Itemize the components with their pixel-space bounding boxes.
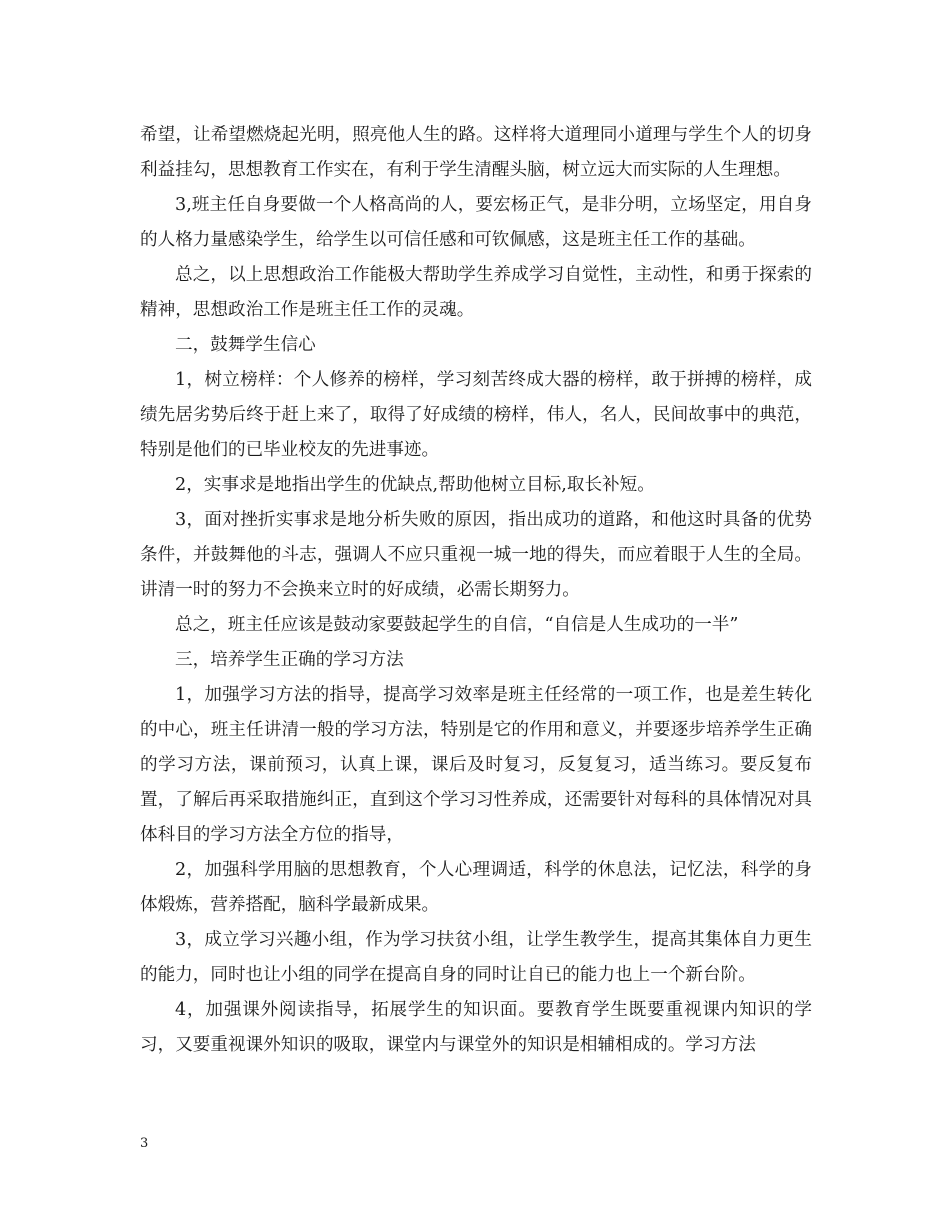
paragraph: 1，树立榜样：个人修养的榜样，学习刻苦终成大器的榜样，敢于拼搏的榜样，成绩先居劣势后终于赶上来了，取得了好成绩的榜样，伟人，名人，民间故事中的典范，特别是他们的已毕业校友的先进事迹。 [140,370,812,460]
section-heading: 三，培养学生正确的学习方法 [175,650,404,670]
page-number: 3 [140,1136,149,1151]
section-heading: 二，鼓舞学生信心 [175,335,316,355]
paragraph: 希望，让希望燃烧起光明，照亮他人生的路。这样将大道理同小道理与学生个人的切身利益挂勾，思想教育工作实在，有利于学生清醒头脑，树立远大而实际的人生理想。 [140,125,812,180]
paragraph: 2，实事求是地指出学生的优缺点,帮助他树立目标,取长补短。 [175,475,655,495]
document-body [140,118,812,1063]
paragraph: 3，成立学习兴趣小组，作为学习扶贫小组，让学生教学生，提高其集体自力更生的能力，同时也让小组的同学在提高自身的同时让自已的能力也上一个新台阶。 [140,930,812,985]
paragraph: 3，面对挫折实事求是地分析失败的原因，指出成功的道路，和他这时具备的优势条件，并鼓舞他的斗志，强调人不应只重视一城一地的得失，而应着眼于人生的全局。讲清一时的努力不会换来立时的好成绩，必需长期努力。 [140,510,812,600]
paragraph: 2，加强科学用脑的思想教育，个人心理调适，科学的休息法，记忆法，科学的身体煅炼，营养搭配，脑科学最新成果。 [140,860,812,915]
paragraph: 4，加强课外阅读指导，拓展学生的知识面。要教育学生既要重视课内知识的学习，又要重视课外知识的吸取，课堂内与课堂外的知识是相辅相成的。学习方法 [140,1000,812,1055]
paragraph: 总之，以上思想政治工作能极大帮助学生养成学习自觉性，主动性，和勇于探索的精神，思想政治工作是班主任工作的灵魂。 [140,265,812,320]
paragraph: 总之，班主任应该是鼓动家要鼓起学生的自信，“自信是人生成功的一半” [175,615,739,635]
paragraph: 1，加强学习方法的指导，提高学习效率是班主任经常的一项工作，也是差生转化的中心，班主任讲清一般的学习方法，特别是它的作用和意义，并要逐步培养学生正确的学习方法，课前预习，认真上课，课后及时复习，反复复习，适当练习。要反复布置，了解后再采取措施纠正，直到这个学习习性养成，还需要针对每科的具体情况对具体科目的学习方法全方位的指导， [140,685,812,845]
paragraph: 3,班主任自身要做一个人格高尚的人，要宏杨正气，是非分明，立场坚定，用自身的人格力量感染学生，给学生以可信任感和可钦佩感，这是班主任工作的基础。 [140,195,812,250]
